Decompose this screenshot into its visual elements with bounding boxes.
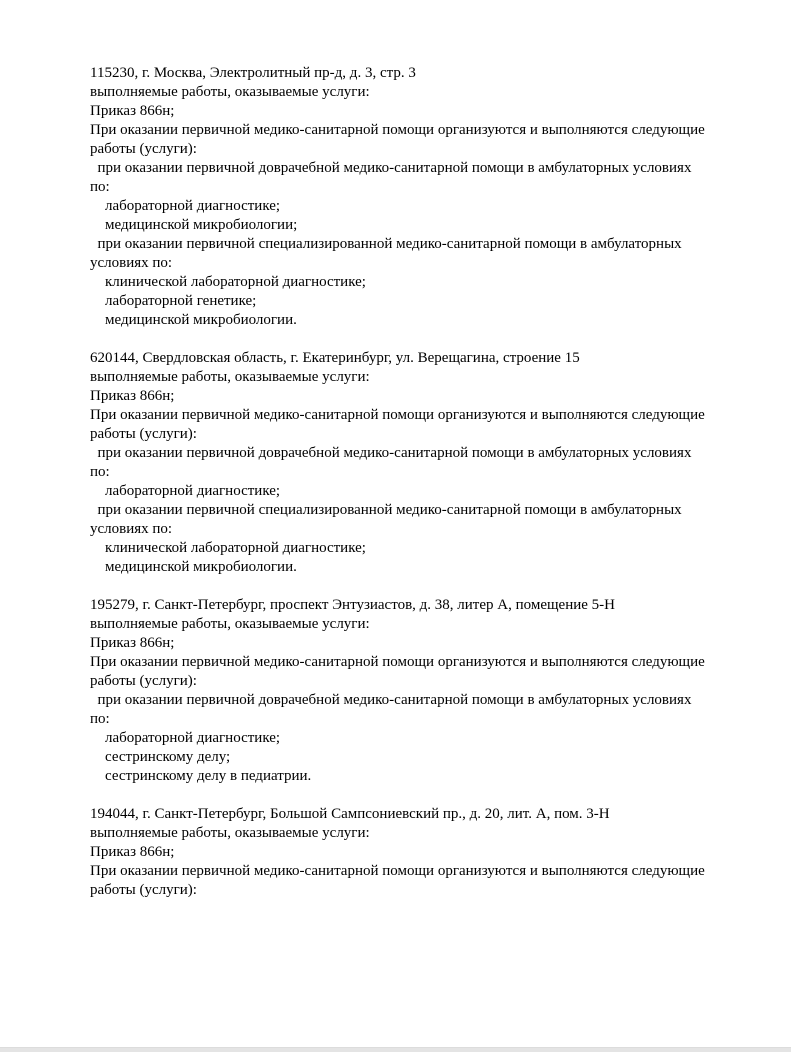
service-item: медицинской микробиологии. [90, 559, 297, 575]
doc-line: при оказании первичной доврачебной медико-санитарной помощи в амбулаторных условиях [90, 160, 692, 176]
location-address: 194044, г. Санкт-Петербург, Большой Сампсониевский пр., д. 20, лит. А, пом. 3-Н [90, 806, 610, 822]
doc-line: по: [90, 179, 110, 195]
doc-line: При оказании первичной медико-санитарной помощи организуются и выполняются следующие [90, 863, 705, 879]
order-reference: Приказ 866н; [90, 635, 175, 651]
service-item: медицинской микробиологии; [90, 217, 298, 233]
location-block-ekaterinburg [90, 349, 751, 577]
service-item: клинической лабораторной диагностике; [90, 274, 366, 290]
service-item: сестринскому делу в педиатрии. [90, 768, 312, 784]
doc-line: по: [90, 711, 110, 727]
doc-line: при оказании первичной доврачебной медико-санитарной помощи в амбулаторных условиях [90, 445, 692, 461]
location-block-moscow [90, 64, 751, 330]
service-item: клинической лабораторной диагностике; [90, 540, 366, 556]
document-content [90, 64, 751, 919]
location-address: 620144, Свердловская область, г. Екатеринбург, ул. Верещагина, строение 15 [90, 350, 580, 366]
order-reference: Приказ 866н; [90, 844, 175, 860]
service-item: медицинской микробиологии. [90, 312, 297, 328]
horizontal-scrollbar-track[interactable] [0, 1047, 791, 1052]
works-services-label: выполняемые работы, оказываемые услуги: [90, 616, 370, 632]
order-reference: Приказ 866н; [90, 103, 175, 119]
order-reference: Приказ 866н; [90, 388, 175, 404]
doc-line: При оказании первичной медико-санитарной помощи организуются и выполняются следующие [90, 122, 705, 138]
doc-line: условиях по: [90, 521, 173, 537]
service-item: лабораторной генетике; [90, 293, 257, 309]
service-item: сестринскому делу; [90, 749, 231, 765]
doc-line: при оказании первичной специализированной медико-санитарной помощи в амбулаторных [90, 236, 682, 252]
location-block-spb-sampsonievsky [90, 805, 751, 900]
works-services-label: выполняемые работы, оказываемые услуги: [90, 369, 370, 385]
doc-line: при оказании первичной доврачебной медико-санитарной помощи в амбулаторных условиях [90, 692, 692, 708]
doc-line: условиях по: [90, 255, 173, 271]
works-services-label: выполняемые работы, оказываемые услуги: [90, 825, 370, 841]
doc-line: работы (услуги): [90, 141, 197, 157]
service-item: лабораторной диагностике; [90, 483, 281, 499]
doc-line: работы (услуги): [90, 426, 197, 442]
service-item: лабораторной диагностике; [90, 198, 281, 214]
doc-line: При оказании первичной медико-санитарной помощи организуются и выполняются следующие [90, 654, 705, 670]
location-address: 115230, г. Москва, Электролитный пр-д, д. 3, стр. 3 [90, 65, 416, 81]
location-address: 195279, г. Санкт-Петербург, проспект Энтузиастов, д. 38, литер А, помещение 5-Н [90, 597, 615, 613]
works-services-label: выполняемые работы, оказываемые услуги: [90, 84, 370, 100]
doc-line: по: [90, 464, 110, 480]
doc-line: при оказании первичной специализированной медико-санитарной помощи в амбулаторных [90, 502, 682, 518]
service-item: лабораторной диагностике; [90, 730, 281, 746]
doc-line: работы (услуги): [90, 673, 197, 689]
doc-line: работы (услуги): [90, 882, 197, 898]
doc-line: При оказании первичной медико-санитарной помощи организуются и выполняются следующие [90, 407, 705, 423]
location-block-spb-entuziastov [90, 596, 751, 786]
